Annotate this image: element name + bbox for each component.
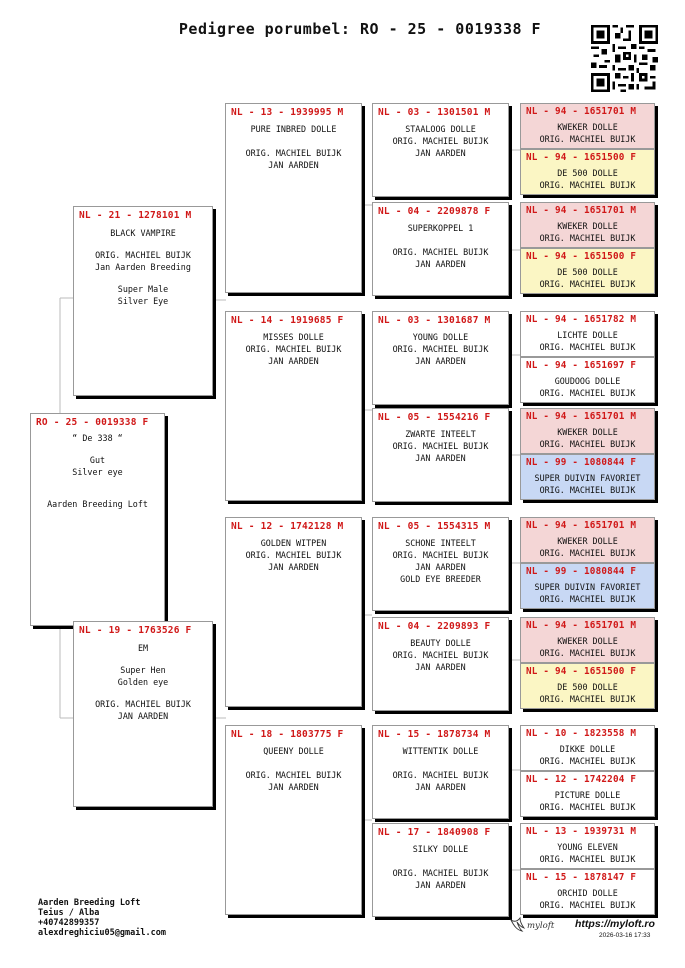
- orig-line: ORIG. MACHIEL BUIJK: [539, 802, 636, 812]
- orig-line: ORIG. MACHIEL BUIJK: [539, 648, 636, 658]
- breeder-line: JAN AARDEN: [415, 562, 466, 572]
- ancestor-card[interactable]: [520, 771, 655, 817]
- orig-line: ORIG. MACHIEL BUIJK: [539, 854, 636, 864]
- sire-ring: NL - 21 - 1278101 M: [79, 210, 192, 221]
- sire-name: BLACK VAMPIRE: [110, 228, 176, 238]
- info-line: [226, 757, 361, 769]
- page-title: Pedigree porumbel: RO - 25 - 0019338 F: [178, 20, 542, 38]
- site-link[interactable]: https://myloft.ro: [575, 918, 655, 930]
- orig-line: ORIG. MACHIEL BUIJK: [539, 485, 636, 495]
- breeder-line: JAN AARDEN: [415, 356, 466, 366]
- orig-line: ORIG. MACHIEL BUIJK: [539, 180, 636, 190]
- pigeon-wing-icon: [508, 916, 566, 934]
- bird-name: SUPERKOPPEL 1: [407, 223, 474, 233]
- ring-number: NL - 10 - 1823558 M: [526, 728, 637, 739]
- dam-card[interactable]: [73, 621, 213, 807]
- breeder-line: JAN AARDEN: [415, 662, 466, 672]
- ancestor-card[interactable]: [520, 103, 655, 149]
- ring-number: NL - 04 - 2209893 F: [378, 621, 491, 632]
- bird-name: DIKKE DOLLE: [559, 744, 616, 754]
- great-grandparent-card[interactable]: [372, 202, 509, 296]
- ring-number: NL - 12 - 1742128 M: [231, 521, 344, 532]
- ring-number: NL - 94 - 1651701 M: [526, 106, 637, 117]
- ring-number: NL - 05 - 1554216 F: [378, 412, 491, 423]
- orig-line: ORIG. MACHIEL BUIJK: [392, 136, 489, 146]
- ring-number: NL - 94 - 1651500 F: [526, 251, 637, 262]
- ancestor-card[interactable]: [520, 357, 655, 403]
- print-timestamp: 2026-03-16 17:33: [599, 932, 651, 939]
- ancestor-card[interactable]: [520, 563, 655, 609]
- ancestor-card[interactable]: [520, 823, 655, 869]
- bird-name: PICTURE DOLLE: [554, 790, 621, 800]
- bird-name: KWEKER DOLLE: [557, 122, 618, 132]
- ring-number: NL - 94 - 1651701 M: [526, 205, 637, 216]
- breeder-line: JAN AARDEN: [415, 259, 466, 269]
- ancestor-card[interactable]: [520, 248, 655, 294]
- ring-number: NL - 17 - 1840908 F: [378, 827, 491, 838]
- bird-name: PURE INBRED DOLLE: [250, 124, 337, 134]
- ancestor-card[interactable]: [520, 663, 655, 709]
- dam-note-2: Golden eye: [117, 677, 169, 687]
- ring-number: NL - 94 - 1651782 M: [526, 314, 637, 325]
- bird-name: KWEKER DOLLE: [557, 427, 618, 437]
- dam-ring: NL - 19 - 1763526 F: [79, 625, 192, 636]
- ring-number: NL - 04 - 2209878 F: [378, 206, 491, 217]
- ring-number: NL - 94 - 1651701 M: [526, 411, 637, 422]
- grandparent-card[interactable]: [225, 725, 362, 915]
- info-line: [373, 234, 508, 246]
- orig-line: ORIG. MACHIEL BUIJK: [392, 650, 489, 660]
- ring-number: NL - 18 - 1803775 F: [231, 729, 344, 740]
- info-line: [373, 757, 508, 769]
- contact-loft: Aarden Breeding Loft: [38, 898, 141, 908]
- dam-name: EM: [137, 643, 149, 653]
- breeder-line: JAN AARDEN: [415, 453, 466, 463]
- dam-orig: ORIG. MACHIEL BUIJK: [95, 699, 191, 709]
- great-grandparent-card[interactable]: [372, 823, 509, 917]
- orig-line: ORIG. MACHIEL BUIJK: [539, 694, 636, 704]
- ring-number: NL - 94 - 1651500 F: [526, 666, 637, 677]
- orig-line: ORIG. MACHIEL BUIJK: [392, 344, 489, 354]
- contact-email[interactable]: alexdreghiciu05@gmail.com: [38, 928, 166, 938]
- bird-name: DE 500 DOLLE: [557, 168, 618, 178]
- bird-name: MISSES DOLLE: [263, 332, 324, 342]
- subject-card[interactable]: [30, 413, 165, 626]
- bird-name: SUPER DUIVIN FAVORIET: [534, 473, 641, 483]
- ring-number: NL - 03 - 1301501 M: [378, 107, 491, 118]
- sire-orig: ORIG. MACHIEL BUIJK: [95, 250, 191, 260]
- ring-number: NL - 12 - 1742204 F: [526, 774, 637, 785]
- ring-number: NL - 14 - 1919685 F: [231, 315, 344, 326]
- ring-number: NL - 94 - 1651701 M: [526, 520, 637, 531]
- great-grandparent-card[interactable]: [372, 103, 509, 197]
- ring-number: NL - 99 - 1080844 F: [526, 457, 637, 468]
- bird-name: DE 500 DOLLE: [557, 267, 618, 277]
- orig-line: ORIG. MACHIEL BUIJK: [392, 247, 489, 257]
- orig-line: ORIG. MACHIEL BUIJK: [245, 344, 342, 354]
- contact-phone: +40742899357: [38, 918, 100, 928]
- ancestor-card[interactable]: [520, 517, 655, 563]
- great-grandparent-card[interactable]: [372, 408, 509, 502]
- breeder-line: JAN AARDEN: [415, 782, 466, 792]
- breeder-line: JAN AARDEN: [268, 562, 319, 572]
- orig-line: ORIG. MACHIEL BUIJK: [245, 148, 342, 158]
- bird-name: KWEKER DOLLE: [557, 536, 618, 546]
- breeder-contact: [38, 898, 166, 938]
- sire-note-2: Silver Eye: [117, 296, 169, 306]
- ring-number: NL - 13 - 1939731 M: [526, 826, 637, 837]
- subject-eye: Silver eye: [72, 467, 123, 477]
- orig-line: ORIG. MACHIEL BUIJK: [539, 900, 636, 910]
- orig-line: ORIG. MACHIEL BUIJK: [539, 756, 636, 766]
- bird-name: YOUNG DOLLE: [412, 332, 469, 342]
- bird-name: KWEKER DOLLE: [557, 221, 618, 231]
- great-grandparent-card[interactable]: [372, 517, 509, 611]
- ancestor-card[interactable]: [520, 202, 655, 248]
- ring-number: NL - 94 - 1651701 M: [526, 620, 637, 631]
- dam-note-1: Super Hen: [120, 665, 166, 675]
- orig-line: ORIG. MACHIEL BUIJK: [392, 770, 489, 780]
- grandparent-card[interactable]: [225, 103, 362, 293]
- orig-line: ORIG. MACHIEL BUIJK: [539, 342, 636, 352]
- ring-number: NL - 15 - 1878734 M: [378, 729, 491, 740]
- great-grandparent-card[interactable]: [372, 725, 509, 819]
- bird-name: KWEKER DOLLE: [557, 636, 618, 646]
- orig-line: ORIG. MACHIEL BUIJK: [392, 868, 489, 878]
- logo-text: myloft: [527, 921, 555, 931]
- sire-breeder: Jan Aarden Breeding: [95, 262, 191, 272]
- ring-number: NL - 13 - 1939995 M: [231, 107, 344, 118]
- ring-number: NL - 99 - 1080844 F: [526, 566, 637, 577]
- ring-number: NL - 94 - 1651697 F: [526, 360, 637, 371]
- ancestor-card[interactable]: [520, 725, 655, 771]
- bird-name: QUEENY DOLLE: [263, 746, 324, 756]
- orig-line: ORIG. MACHIEL BUIJK: [539, 439, 636, 449]
- ancestor-card[interactable]: [520, 149, 655, 195]
- orig-line: ORIG. MACHIEL BUIJK: [539, 388, 636, 398]
- breeder-line: JAN AARDEN: [268, 356, 319, 366]
- orig-line: ORIG. MACHIEL BUIJK: [245, 770, 342, 780]
- ancestor-card[interactable]: [520, 408, 655, 454]
- great-grandparent-card[interactable]: [372, 617, 509, 711]
- subject-ring: RO - 25 - 0019338 F: [36, 417, 149, 428]
- orig-line: ORIG. MACHIEL BUIJK: [245, 550, 342, 560]
- ring-number: NL - 15 - 1878147 F: [526, 872, 637, 883]
- sire-card[interactable]: [73, 206, 213, 396]
- orig-line: ORIG. MACHIEL BUIJK: [539, 233, 636, 243]
- dam-breeder: JAN AARDEN: [117, 711, 169, 721]
- ancestor-card[interactable]: [520, 869, 655, 915]
- orig-line: ORIG. MACHIEL BUIJK: [392, 550, 489, 560]
- info-line: [226, 135, 361, 147]
- ancestor-card[interactable]: [520, 617, 655, 663]
- bird-name: DE 500 DOLLE: [557, 682, 618, 692]
- grandparent-card[interactable]: [225, 311, 362, 501]
- great-grandparent-card[interactable]: [372, 311, 509, 405]
- orig-line: ORIG. MACHIEL BUIJK: [539, 548, 636, 558]
- breeder-line: JAN AARDEN: [415, 148, 466, 158]
- orig-line: ORIG. MACHIEL BUIJK: [539, 279, 636, 289]
- bird-name: ZWARTE INTEELT: [405, 429, 476, 439]
- breeder-line: JAN AARDEN: [415, 880, 466, 890]
- ring-number: NL - 05 - 1554315 M: [378, 521, 491, 532]
- subject-breeder: Aarden Breeding Loft: [47, 499, 148, 509]
- orig-line: ORIG. MACHIEL BUIJK: [392, 441, 489, 451]
- note-line: GOLD EYE BREEDER: [400, 574, 481, 584]
- bird-name: BEAUTY DOLLE: [410, 638, 471, 648]
- bird-name: SUPER DUIVIN FAVORIET: [534, 582, 641, 592]
- bird-name: GOUDOOG DOLLE: [554, 376, 621, 386]
- ancestor-card[interactable]: [520, 311, 655, 357]
- ring-number: NL - 94 - 1651500 F: [526, 152, 637, 163]
- bird-name: ORCHID DOLLE: [557, 888, 618, 898]
- ring-number: NL - 03 - 1301687 M: [378, 315, 491, 326]
- sire-note-1: Super Male: [117, 284, 169, 294]
- orig-line: ORIG. MACHIEL BUIJK: [539, 134, 636, 144]
- bird-name: LICHTE DOLLE: [557, 330, 618, 340]
- subject-nickname: “ De 338 “: [72, 433, 123, 443]
- orig-line: ORIG. MACHIEL BUIJK: [539, 594, 636, 604]
- bird-name: WITTENTIK DOLLE: [402, 746, 479, 756]
- breeder-line: JAN AARDEN: [268, 160, 319, 170]
- bird-name: GOLDEN WITPEN: [260, 538, 327, 548]
- subject-sex-line: Gut: [89, 455, 106, 465]
- breeder-line: JAN AARDEN: [268, 782, 319, 792]
- bird-name: YOUNG ELEVEN: [557, 842, 618, 852]
- grandparent-card[interactable]: [225, 517, 362, 707]
- info-line: [373, 855, 508, 867]
- ancestor-card[interactable]: [520, 454, 655, 500]
- bird-name: SCHONE INTEELT: [405, 538, 476, 548]
- bird-name: STAALOOG DOLLE: [405, 124, 476, 134]
- bird-name: SILKY DOLLE: [412, 844, 469, 854]
- contact-location: Teius / Alba: [38, 908, 100, 918]
